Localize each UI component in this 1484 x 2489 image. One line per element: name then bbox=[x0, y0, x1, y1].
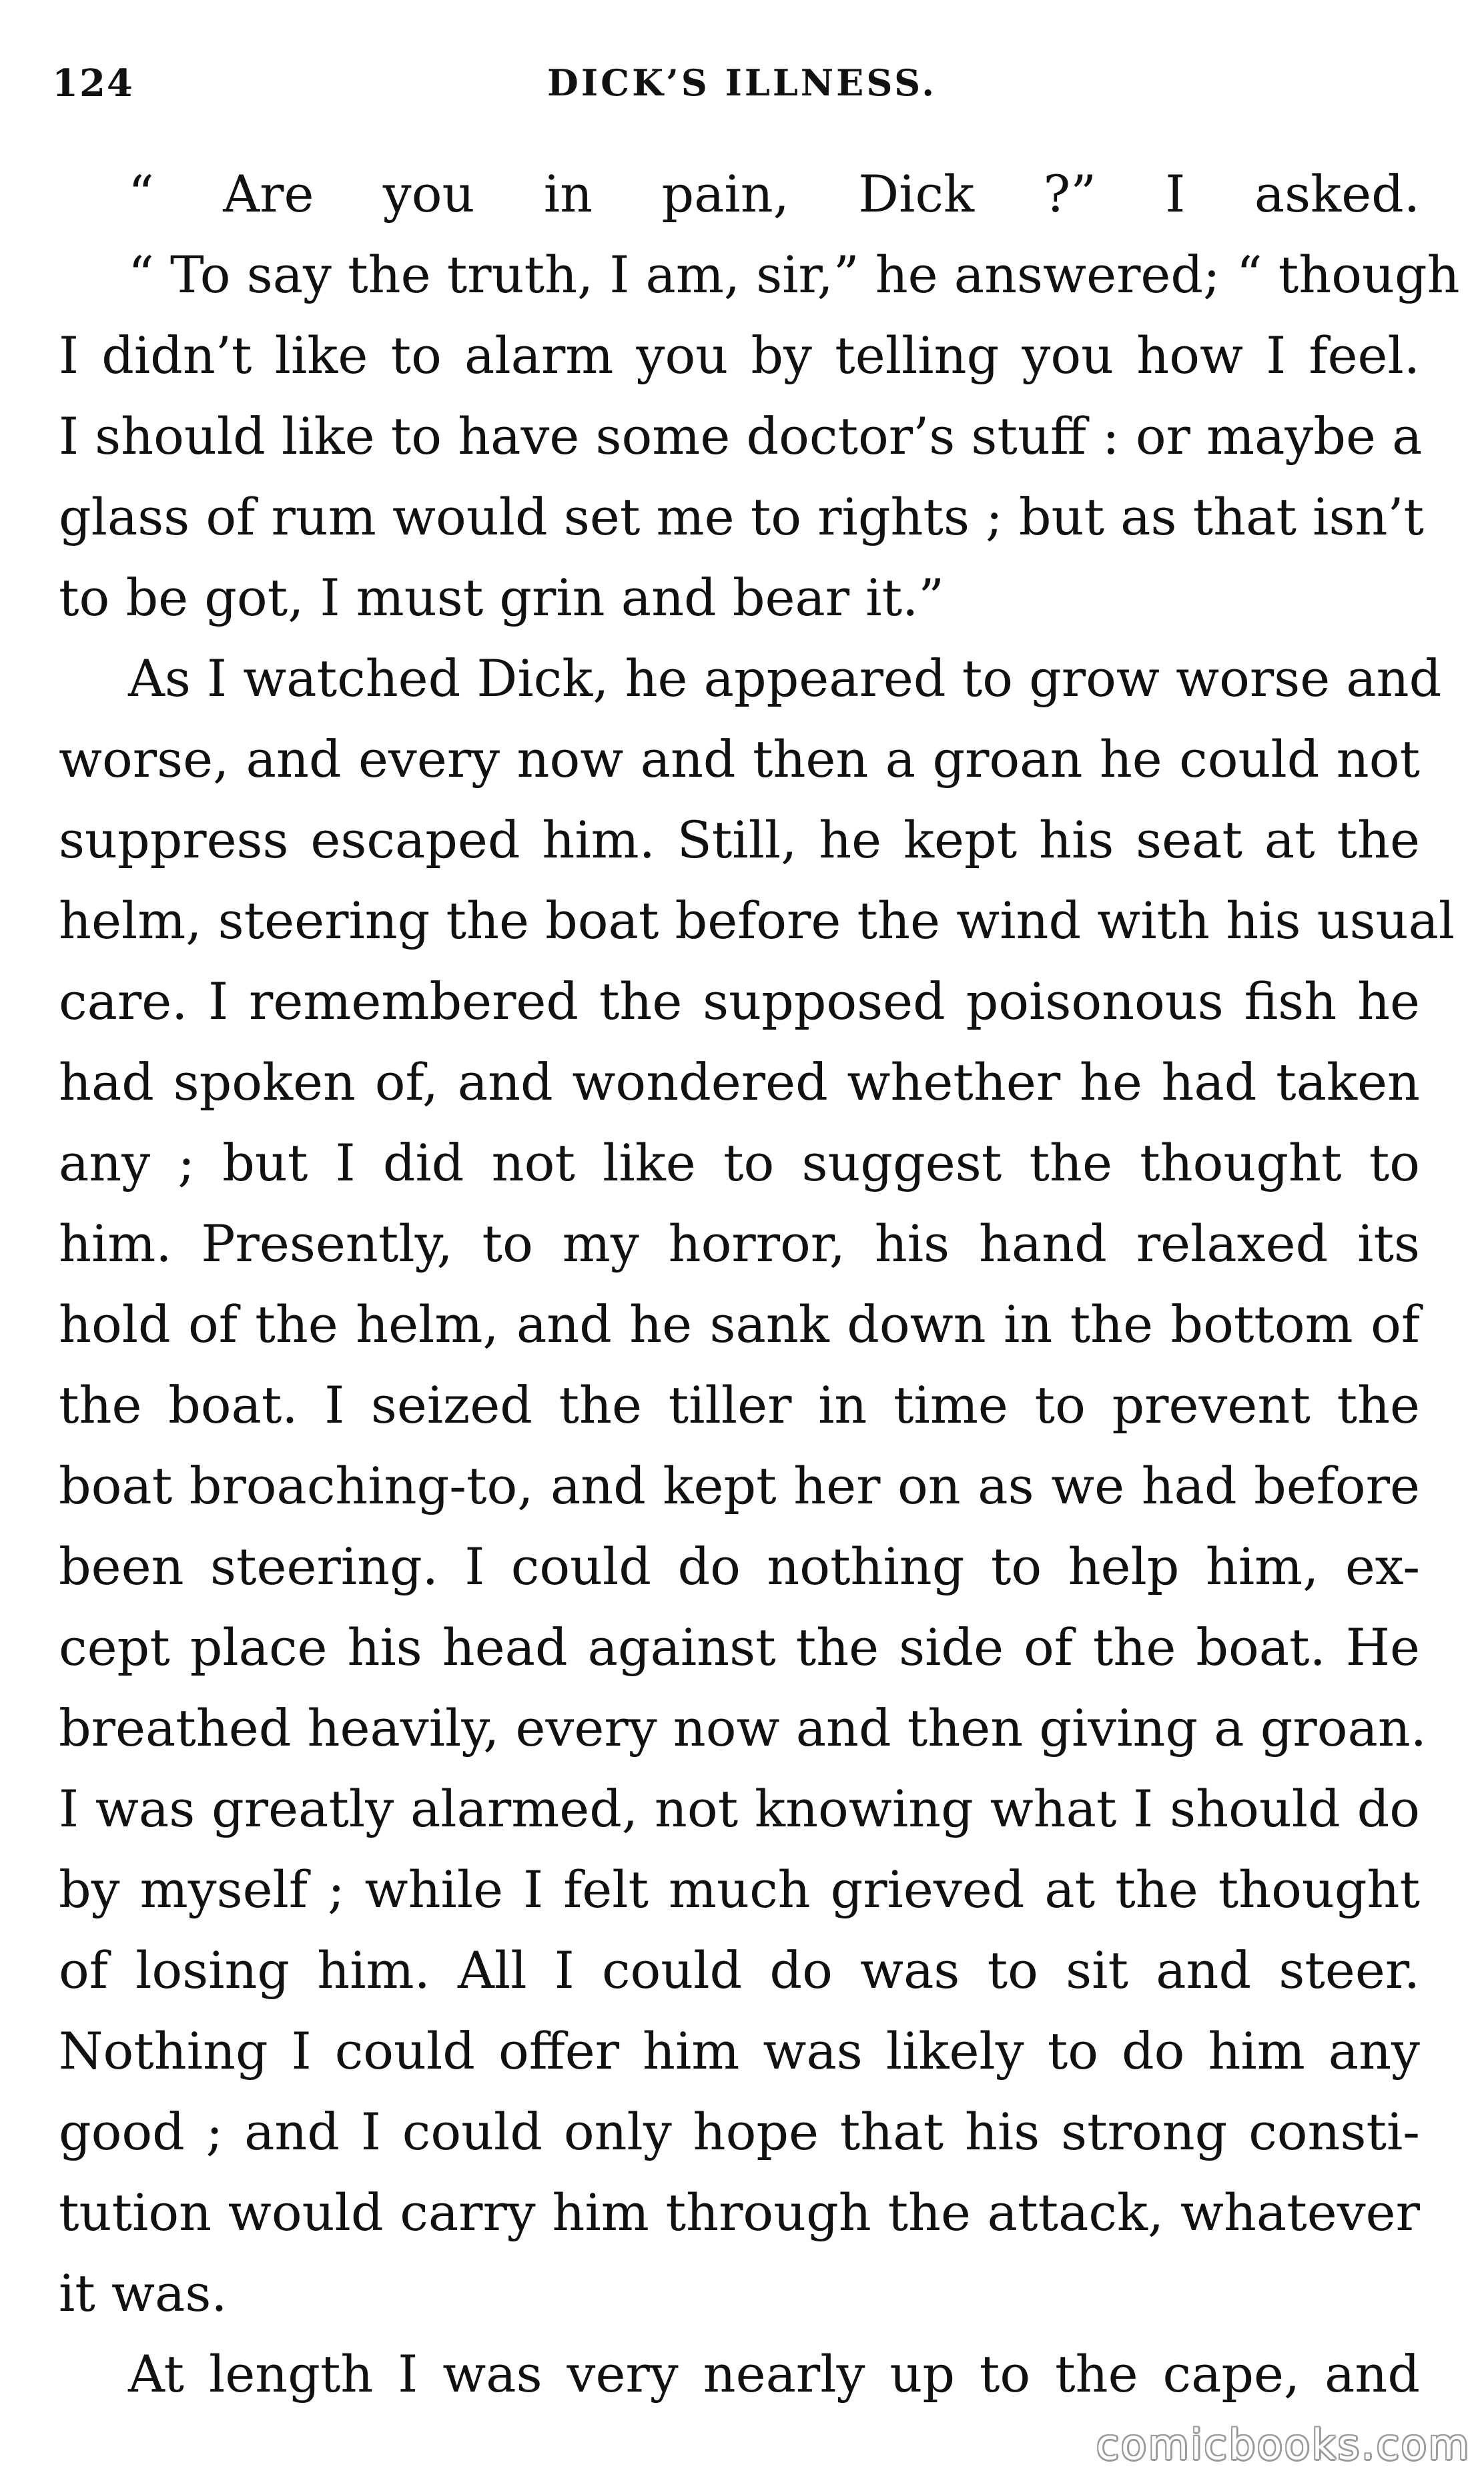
text-line: him. Presently, to my horror, his hand relaxed its bbox=[59, 1214, 1420, 1273]
page-number: 124 bbox=[52, 61, 134, 105]
text-line: been steering. I could do nothing to help him, ex- bbox=[59, 1537, 1420, 1596]
text-line: “ To say the truth, I am, sir,” he answered; “ though bbox=[128, 245, 1460, 304]
text-line: the boat. I seized the tiller in time to prevent the bbox=[59, 1375, 1420, 1435]
text-line: At length I was very nearly up to the cape, and bbox=[128, 2344, 1420, 2404]
text-line: of losing him. All I could do was to sit and steer. bbox=[59, 1940, 1420, 2000]
text-line: breathed heavily, every now and then giving a groan. bbox=[59, 1698, 1427, 1758]
text-line: hold of the helm, and he sank down in the bottom of bbox=[59, 1295, 1420, 1354]
text-line: Nothing I could offer him was likely to do him any bbox=[59, 2021, 1420, 2081]
text-line: any ; but I did not like to suggest the thought to bbox=[59, 1133, 1420, 1192]
text-line: As I watched Dick, he appeared to grow worse and bbox=[128, 649, 1442, 708]
text-line: had spoken of, and wondered whether he had taken bbox=[59, 1052, 1420, 1112]
text-line: I didn’t like to alarm you by telling you how I feel. bbox=[59, 326, 1420, 385]
text-line: glass of rum would set me to rights ; but as that isn’t bbox=[59, 487, 1425, 547]
text-line: boat broaching-to, and kept her on as we had before bbox=[59, 1456, 1420, 1515]
text-line: by myself ; while I felt much grieved at the thought bbox=[59, 1860, 1420, 1919]
text-line: I should like to have some doctor’s stuff : or maybe a bbox=[59, 406, 1423, 466]
text-line: to be got, I must grin and bear it.” bbox=[59, 568, 945, 627]
text-line: it was. bbox=[59, 2263, 228, 2323]
running-head: DICK’S ILLNESS. bbox=[547, 61, 937, 104]
text-line: care. I remembered the supposed poisonous fish he bbox=[59, 972, 1420, 1031]
text-line: I was greatly alarmed, not knowing what I should do bbox=[59, 1779, 1420, 1838]
text-line: helm, steering the boat before the wind with his usual bbox=[59, 891, 1455, 950]
body-text bbox=[59, 153, 1460, 2414]
text-line: suppress escaped him. Still, he kept his seat at the bbox=[59, 810, 1420, 869]
text-line: cept place his head against the side of the boat. He bbox=[59, 1618, 1420, 1677]
text-line: worse, and every now and then a groan he could not bbox=[59, 729, 1420, 789]
text-line: “ Are you in pain, Dick ?” I asked. bbox=[128, 164, 1420, 224]
text-line: good ; and I could only hope that his strong consti- bbox=[59, 2102, 1420, 2161]
watermark: comicbooks.com bbox=[1096, 2420, 1471, 2469]
text-line: tution would carry him through the attack, whatever bbox=[59, 2183, 1420, 2242]
